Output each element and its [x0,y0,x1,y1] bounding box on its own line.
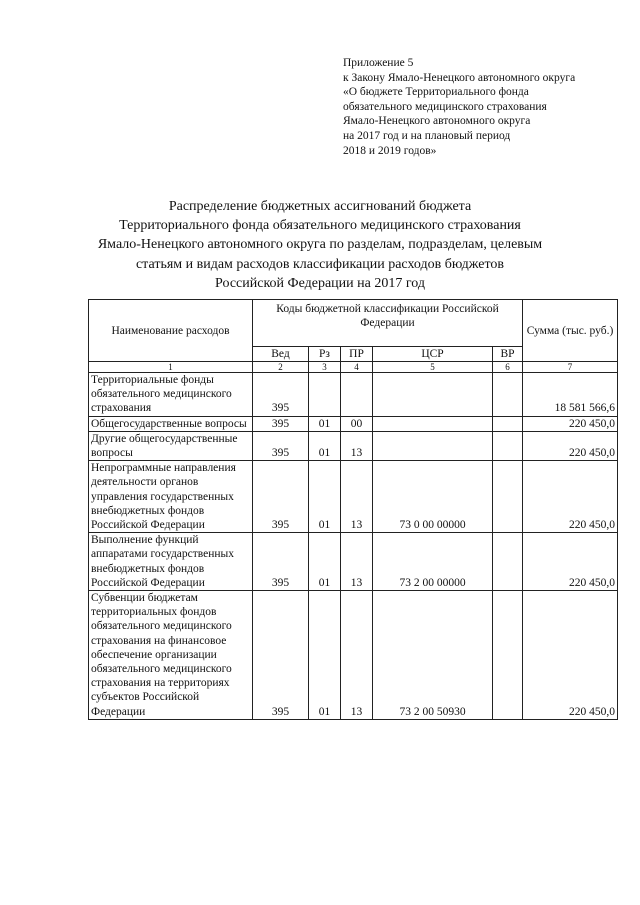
row-csr [373,416,493,431]
title-line: Ямало-Ненецкого автономного округа по разделам, подразделам, целевым [97,237,543,253]
row-csr: 73 0 00 00000 [373,461,493,533]
row-sum: 220 450,0 [523,431,618,460]
document-title [0,197,640,293]
header-sum: Сумма (тыс. руб.) [523,300,618,362]
row-rz [309,373,341,417]
appendix-line: Приложение 5 [343,57,414,69]
row-rz: 01 [309,591,341,720]
column-number-row [89,362,618,373]
column-number: 5 [373,362,493,373]
row-sum: 220 450,0 [523,533,618,591]
row-vr [493,373,523,417]
appendix-line: «О бюджете Территориального фонда [343,86,529,99]
title-line: Территориального фонда обязательного медицинского страхования [119,218,521,234]
column-number: 2 [253,362,309,373]
title-line: Распределение бюджетных ассигнований бюджета [168,199,472,214]
row-name: Общегосударственные вопросы [89,416,253,431]
row-pr: 13 [341,533,373,591]
appendix-line: Ямало-Ненецкого автономного округа [343,115,531,128]
column-number: 6 [493,362,523,373]
row-pr: 13 [341,431,373,460]
row-name: Непрограммные направления деятельности органов управления государственных внебюджетных фондов Российской Федерации [89,461,253,533]
row-ved: 395 [253,533,309,591]
appendix-line: к Закону Ямало-Ненецкого автономного округа [343,71,576,84]
header-rz: Рз [309,347,341,362]
row-csr: 73 2 00 50930 [373,591,493,720]
header-vr: ВР [493,347,523,362]
table-row [89,416,618,431]
row-sum: 220 450,0 [523,461,618,533]
row-csr [373,431,493,460]
row-ved: 395 [253,591,309,720]
row-sum: 220 450,0 [523,591,618,720]
row-ved: 395 [253,461,309,533]
header-pr: ПР [341,347,373,362]
row-name: Другие общегосударственные вопросы [89,431,253,460]
header-name: Наименование расходов [89,300,253,362]
appendix-line: обязательного медицинского страхования [343,100,547,113]
appendix-block [343,56,575,158]
row-rz: 01 [309,431,341,460]
header-codes: Коды бюджетной классификации Российской Федерации [253,300,523,347]
title-line: Российской Федерации на 2017 год [215,275,425,291]
row-ved: 395 [253,416,309,431]
title-line: статьям и видам расходов классификации расходов бюджетов [135,256,505,272]
column-number: 3 [309,362,341,373]
row-sum: 18 581 566,6 [523,373,618,417]
row-rz: 01 [309,416,341,431]
row-name: Выполнение функций аппаратами государственных внебюджетных фондов Российской Федерации [89,533,253,591]
row-vr [493,431,523,460]
row-vr [493,461,523,533]
row-ved: 395 [253,373,309,417]
table-row [89,461,618,533]
header-ved: Вед [253,347,309,362]
row-vr [493,416,523,431]
row-sum: 220 450,0 [523,416,618,431]
row-rz: 01 [309,533,341,591]
row-pr: 13 [341,591,373,720]
row-csr: 73 2 00 00000 [373,533,493,591]
row-ved: 395 [253,431,309,460]
row-vr [493,533,523,591]
budget-table [88,299,618,720]
table-row [89,431,618,460]
row-pr: 00 [341,416,373,431]
row-pr: 13 [341,461,373,533]
table-row [89,373,618,417]
row-csr [373,373,493,417]
column-number: 4 [341,362,373,373]
appendix-line: на 2017 год и на плановый период [343,129,511,142]
row-pr [341,373,373,417]
appendix-line: 2018 и 2019 годов» [343,144,437,157]
table-row [89,533,618,591]
row-name: Субвенции бюджетам территориальных фондов обязательного медицинского страхования на финансовое обеспечение организации обязательного медицинского страхования на территориях субъектов Российской Федерации [89,591,253,720]
row-vr [493,591,523,720]
table-row [89,591,618,720]
column-number: 7 [523,362,618,373]
column-number: 1 [89,362,253,373]
header-csr: ЦСР [373,347,493,362]
row-name: Территориальные фонды обязательного медицинского страхования [89,373,253,417]
row-rz: 01 [309,461,341,533]
